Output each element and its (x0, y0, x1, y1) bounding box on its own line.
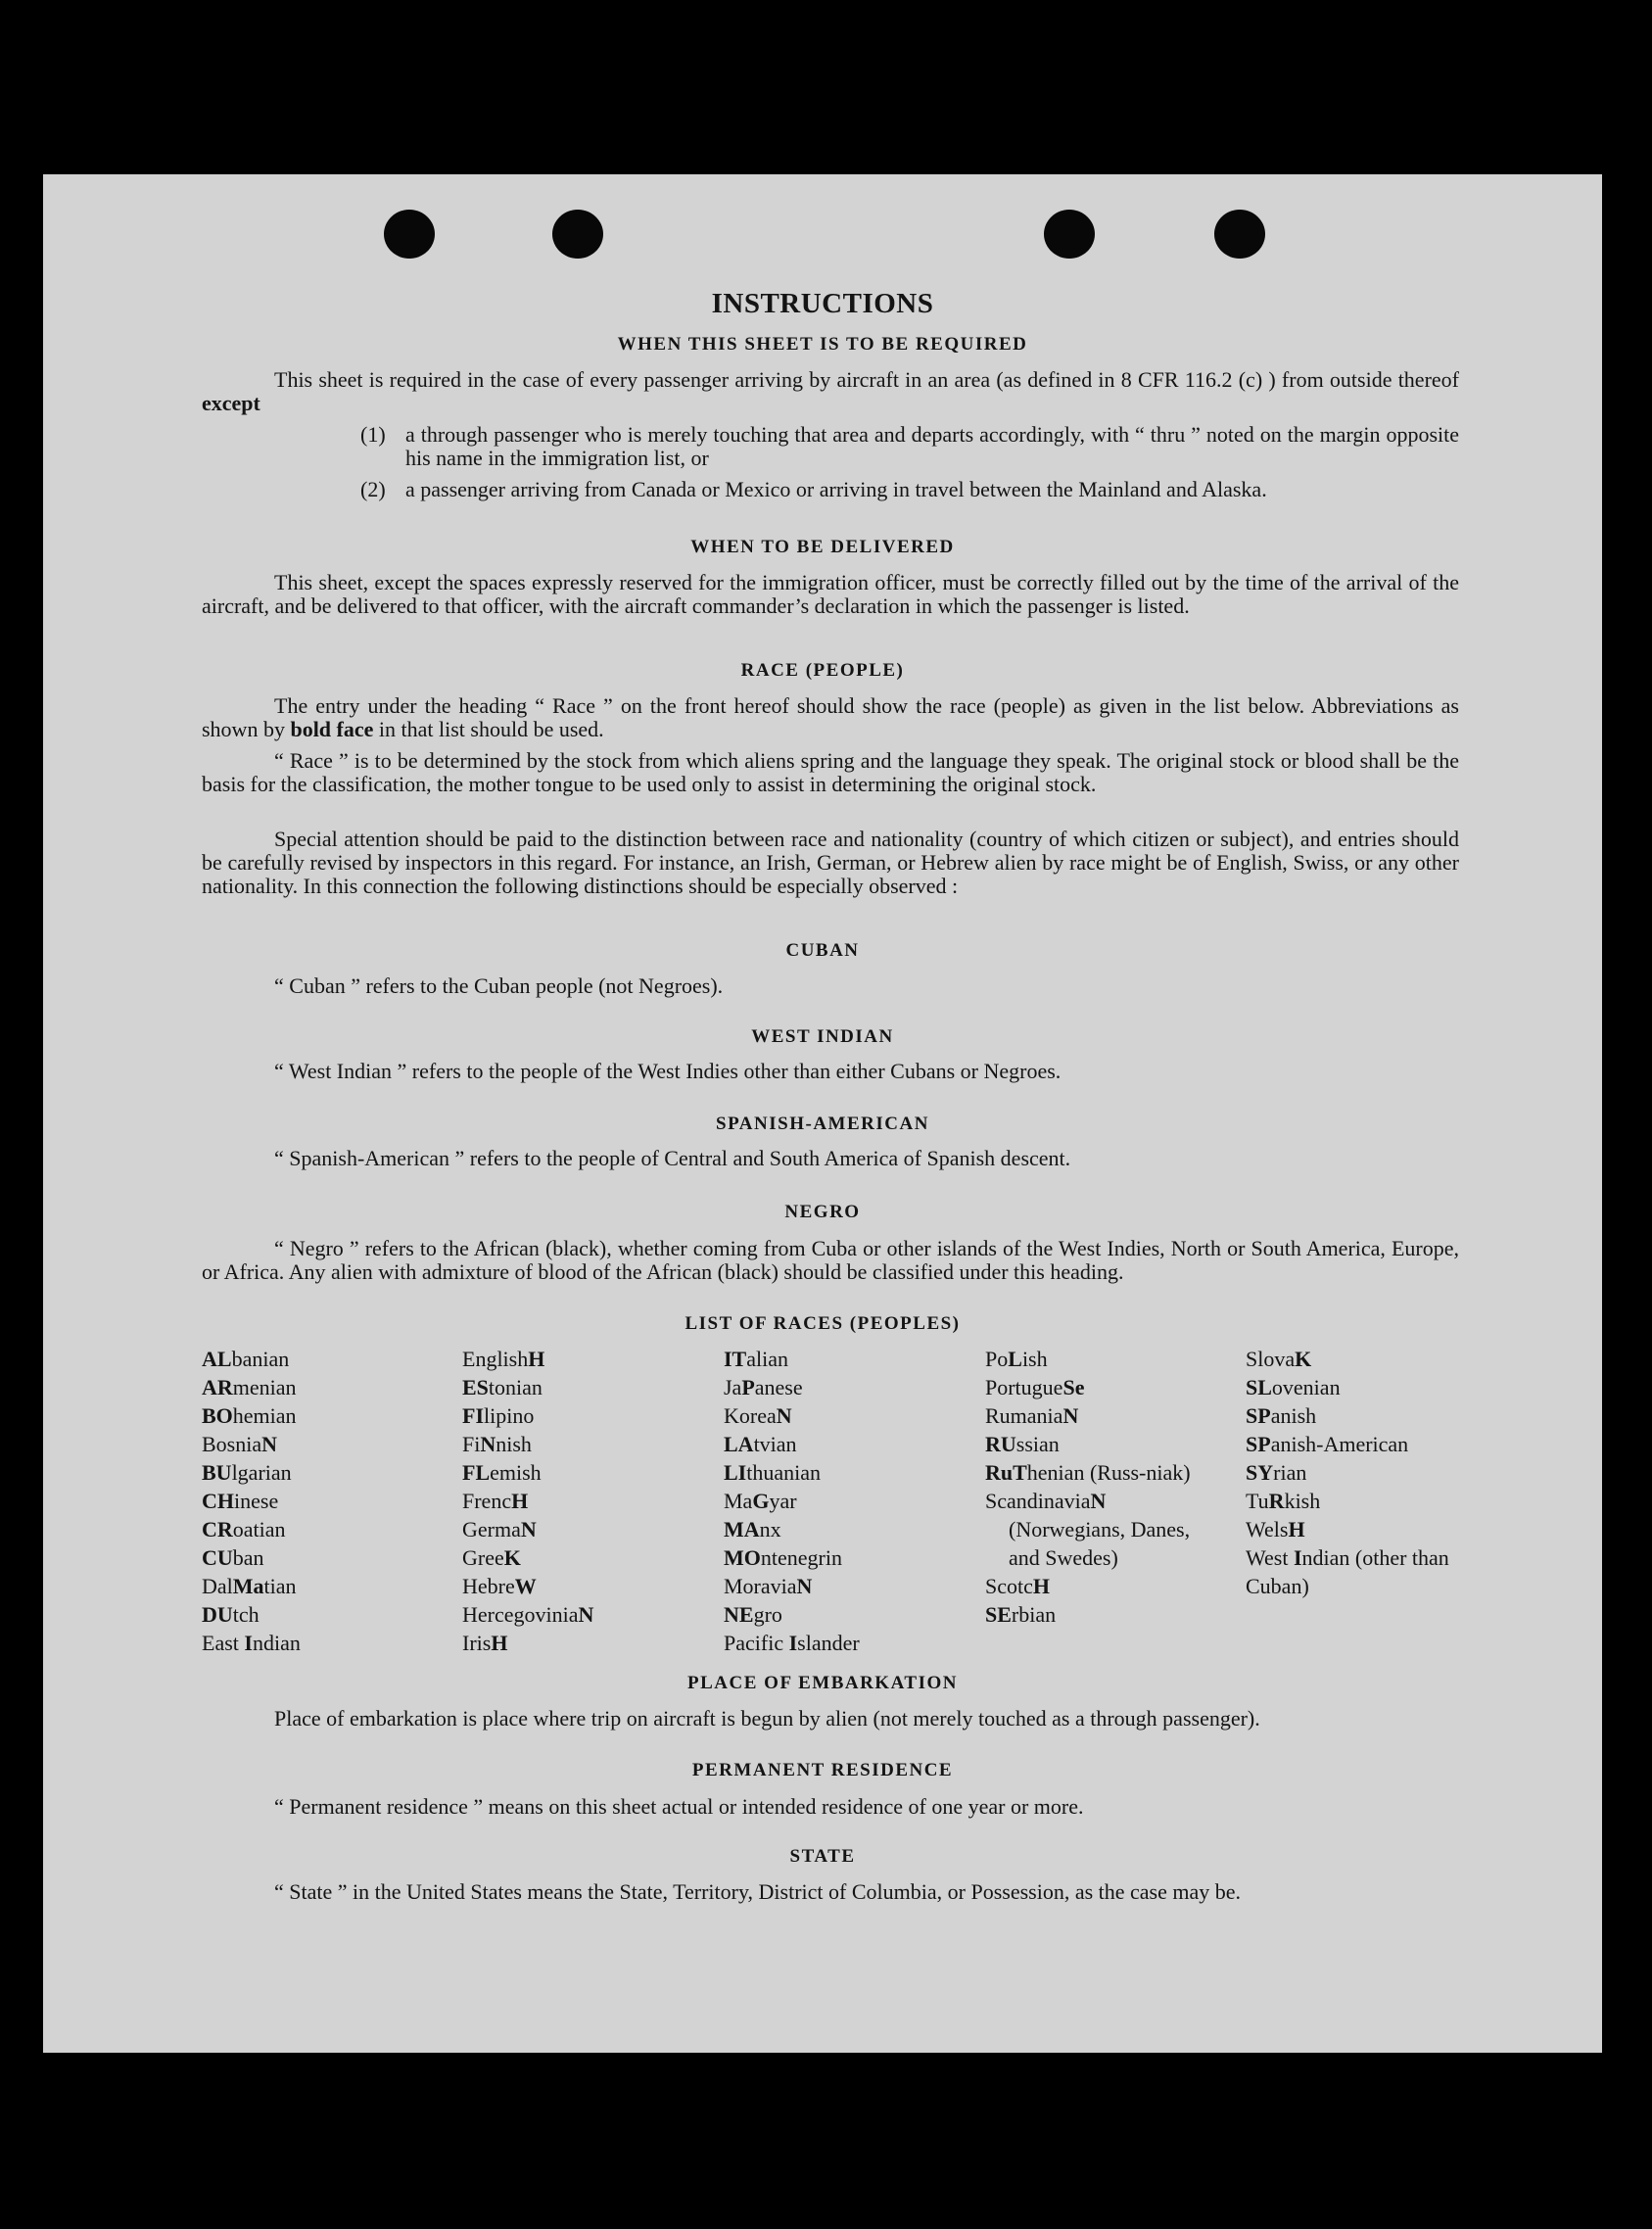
race-text-part: ndian (252, 1631, 301, 1655)
race-text-part: BO (202, 1403, 233, 1428)
binder-hole-3 (1044, 210, 1095, 259)
race-entry (462, 1515, 697, 1543)
race-entry (462, 1572, 697, 1600)
race-text-part: hemian (232, 1403, 297, 1428)
race-text-part: anish-American (1270, 1432, 1409, 1456)
binder-hole-1 (384, 210, 435, 259)
heading-list-of-races: LIST OF RACES (PEOPLES) (684, 1313, 961, 1334)
race-text-part: AL (202, 1347, 232, 1371)
list-item-exception-2: (2) a passenger arriving from Canada or Mexico or arriving in travel between the Mainland and Alaska. (360, 477, 1267, 501)
heading-residence: PERMANENT RESIDENCE (691, 1760, 954, 1780)
race-text-part: N (796, 1574, 813, 1598)
race-text-part: N (1090, 1489, 1107, 1513)
paragraph-negro: “ Negro ” refers to the African (black), whether coming from Cuba or other islands of the West Indies, North or South America, Europe, or Africa. Any alien with admixture of blood of the African (black) should be classified under this heading. (202, 1236, 1459, 1284)
race-entry (202, 1572, 437, 1600)
race-text-part: H (511, 1489, 529, 1513)
race-text-part: Gree (462, 1545, 504, 1570)
race-text-part: K (1295, 1347, 1312, 1371)
race-text-part: BU (202, 1460, 232, 1485)
paragraph-state: “ State ” in the United States means the State, Territory, District of Columbia, or Possession, as the case may be. (274, 1879, 1242, 1904)
race-entry (985, 1600, 1220, 1629)
race-text-part: nish (496, 1432, 532, 1456)
heading-embarkation: PLACE OF EMBARKATION (687, 1673, 958, 1693)
race-text-part: Wels (1246, 1517, 1289, 1541)
race-text-part: inese (234, 1489, 279, 1513)
race-text-part: Portugue (985, 1375, 1063, 1399)
race-entry (202, 1543, 437, 1572)
race-entry (724, 1629, 959, 1657)
race-entry (1246, 1430, 1471, 1458)
paragraph-race-2: “ Race ” is to be determined by the stock from which aliens spring and the language they speak. The original stock or blood shall be the basis for the classification, the mother tongue to be used only to assist in determining the original stock. (202, 748, 1459, 796)
race-entry (462, 1629, 697, 1657)
paragraph-west-indian: “ West Indian ” refers to the people of the West Indies other than either Cubans or Negroes. (274, 1059, 1062, 1083)
races-column-5 (1246, 1345, 1471, 1600)
race-text-part: tvian (753, 1432, 797, 1456)
race-entry (985, 1401, 1220, 1430)
race-entry (202, 1430, 437, 1458)
race-text-part: I (788, 1631, 798, 1655)
race-text-part: rian (1273, 1460, 1307, 1485)
race-text-part: LI (724, 1460, 747, 1485)
binder-hole-4 (1214, 210, 1265, 259)
heading-race: RACE (PEOPLE) (740, 660, 905, 681)
race-text-part: Germa (462, 1517, 521, 1541)
race-text-part: R (1268, 1489, 1285, 1513)
race-text-part: lipino (484, 1403, 535, 1428)
race-text-part: N (578, 1602, 594, 1627)
races-column-1 (202, 1345, 437, 1657)
paragraph-when-delivered: This sheet, except the spaces expressly reserved for the immigration officer, must be correctly filled out by the time of the arrival of the aircraft, and be delivered to that officer, with the aircraft commander’s declaration in which the passenger is listed. (202, 570, 1459, 618)
race-text-part: H (1032, 1574, 1051, 1598)
race-entry (985, 1345, 1220, 1373)
race-text-part: gro (753, 1602, 782, 1627)
heading-cuban: CUBAN (785, 940, 860, 961)
race-text-part: ntenegrin (760, 1545, 842, 1570)
race-text-part: Se (1062, 1375, 1085, 1399)
race-text-part: emish (490, 1460, 542, 1485)
race-entry (202, 1629, 437, 1657)
race-entry (202, 1401, 437, 1430)
race-text-part: N (776, 1403, 792, 1428)
race-text-part: N (520, 1517, 537, 1541)
race-text-part: ban (232, 1545, 264, 1570)
heading-spanish-american: SPANISH-AMERICAN (716, 1114, 929, 1134)
race-text-part: Dal (202, 1574, 233, 1598)
paragraph-embarkation: Place of embarkation is place where trip on aircraft is begun by alien (not merely touched as a through passenger). (274, 1706, 1260, 1731)
race-text-part: MA (724, 1517, 760, 1541)
race-text-part: Rumania (985, 1403, 1063, 1428)
race-text-part: Scandinavia (985, 1489, 1091, 1513)
heading-when-required: WHEN THIS SHEET IS TO BE REQUIRED (617, 334, 1028, 355)
race-entry (724, 1600, 959, 1629)
race-text-part: Ma (232, 1574, 264, 1598)
heading-negro: NEGRO (784, 1202, 861, 1222)
race-text-part: Pacific (724, 1631, 789, 1655)
race-text-part: G (752, 1489, 770, 1513)
race-text-part: CR (202, 1517, 233, 1541)
race-text-part: SP (1246, 1403, 1271, 1428)
race-text-part: Hercegovinia (462, 1602, 579, 1627)
race-text-part: N (480, 1432, 496, 1456)
race-entry (462, 1487, 697, 1515)
race-entry (724, 1572, 959, 1600)
races-column-3 (724, 1345, 959, 1657)
race-entry (462, 1600, 697, 1629)
race-entry (724, 1345, 959, 1373)
race-text-part: NE (724, 1602, 754, 1627)
race-entry (202, 1345, 437, 1373)
race-text-part: Korea (724, 1403, 777, 1428)
race-text-part: N (1062, 1403, 1079, 1428)
race-entry (724, 1373, 959, 1401)
race-text-part: anese (754, 1375, 803, 1399)
paragraph-cuban: “ Cuban ” refers to the Cuban people (not Negroes). (274, 973, 724, 998)
race-text-part: slander (797, 1631, 860, 1655)
race-text-part: anish (1270, 1403, 1317, 1428)
race-entry (462, 1401, 697, 1430)
race-text-part: lgarian (231, 1460, 292, 1485)
race-text-part: Iris (462, 1631, 492, 1655)
race-entry-note: (Norwegians, Danes, and Swedes) (1009, 1517, 1191, 1570)
race-entry (724, 1458, 959, 1487)
race-text-part: H (491, 1631, 508, 1655)
race-entry (202, 1515, 437, 1543)
race-text-part: Slova (1246, 1347, 1296, 1371)
race-text-part: FI (462, 1403, 484, 1428)
race-text-part: rbian (1011, 1602, 1057, 1627)
race-entry (1246, 1543, 1471, 1600)
race-entry (462, 1373, 697, 1401)
bold-except: except (202, 391, 260, 415)
race-text-part: Ja (724, 1375, 742, 1399)
race-text-part: RU (985, 1432, 1016, 1456)
race-text-part: ndian (other than Cuban) (1246, 1545, 1449, 1598)
race-text-part: FL (462, 1460, 491, 1485)
race-text-part: Hebre (462, 1574, 515, 1598)
race-entry (985, 1430, 1220, 1458)
race-entry (985, 1458, 1201, 1487)
race-entry (724, 1430, 959, 1458)
race-entry (202, 1600, 437, 1629)
race-entry (724, 1487, 959, 1515)
list-item-exception-1: (1) a through passenger who is merely touching that area and departs accordingly, with “ thru ” noted on the margin opposite his name in the immigration list, or (360, 422, 1459, 470)
race-text-part: menian (232, 1375, 297, 1399)
race-text-part: alian (746, 1347, 789, 1371)
race-entry (724, 1515, 959, 1543)
page-title: INSTRUCTIONS (711, 288, 934, 319)
race-entry (202, 1458, 437, 1487)
race-text-part: banian (231, 1347, 290, 1371)
race-text-part: Ma (724, 1489, 753, 1513)
race-text-part: Bosnia (202, 1432, 262, 1456)
race-text-part: CH (202, 1489, 234, 1513)
race-entry (1246, 1458, 1471, 1487)
race-entry (1246, 1373, 1471, 1401)
race-entry (1246, 1515, 1471, 1543)
race-entry (462, 1430, 697, 1458)
paragraph-spanish-american: “ Spanish-American ” refers to the people of Central and South America of Spanish descent. (274, 1146, 1071, 1170)
heading-when-delivered: WHEN TO BE DELIVERED (690, 537, 955, 557)
race-text-part: SL (1246, 1375, 1272, 1399)
races-column-4 (985, 1345, 1220, 1629)
race-text-part: Frenc (462, 1489, 512, 1513)
race-entry (202, 1487, 437, 1515)
race-entry (462, 1543, 697, 1572)
race-text-part: RuT (985, 1460, 1027, 1485)
race-entry (1246, 1487, 1471, 1515)
race-text-part: P (741, 1375, 755, 1399)
race-text-part: tian (263, 1574, 297, 1598)
race-text-part: SP (1246, 1432, 1271, 1456)
race-entry (985, 1487, 1220, 1515)
race-text-part: ish (1021, 1347, 1048, 1371)
race-text-part: nx (759, 1517, 781, 1541)
race-entry (985, 1572, 1220, 1600)
race-entry (985, 1373, 1220, 1401)
race-text-part: Fi (462, 1432, 481, 1456)
race-text-part: SE (985, 1602, 1012, 1627)
race-text-part: West (1246, 1545, 1294, 1570)
race-text-part: Moravia (724, 1574, 797, 1598)
race-text-part: kish (1284, 1489, 1321, 1513)
race-text-part: ES (462, 1375, 489, 1399)
race-text-part: K (503, 1545, 521, 1570)
race-text-part: Tu (1246, 1489, 1269, 1513)
race-text-part: tonian (488, 1375, 543, 1399)
race-text-part: thuanian (746, 1460, 822, 1485)
race-text-part: DU (202, 1602, 233, 1627)
document-sheet (43, 174, 1602, 2053)
race-text-part: I (244, 1631, 253, 1655)
race-text-part: MO (724, 1545, 761, 1570)
race-text-part: East (202, 1631, 245, 1655)
paragraph-residence: “ Permanent residence ” means on this sheet actual or intended residence of one year or more. (274, 1794, 1084, 1819)
race-entry (724, 1401, 959, 1430)
race-text-part: ssian (1015, 1432, 1060, 1456)
race-text-part: oatian (232, 1517, 286, 1541)
race-entry (462, 1345, 697, 1373)
race-text-part: henian (Russ-niak) (1026, 1460, 1191, 1485)
race-text-part: tch (232, 1602, 260, 1627)
heading-west-indian: WEST INDIAN (751, 1026, 894, 1047)
races-column-2 (462, 1345, 697, 1657)
paragraph-race-1: The entry under the heading “ Race ” on the front hereof should show the race (people) as given in the list below. Abbreviations as shown by bold face in that list should be used. (202, 693, 1459, 741)
race-text-part: LA (724, 1432, 754, 1456)
race-text-part: Scotc (985, 1574, 1033, 1598)
race-text-part: Po (985, 1347, 1009, 1371)
race-text-part: N (261, 1432, 278, 1456)
race-text-part: SY (1246, 1460, 1274, 1485)
race-text-part: ovenian (1271, 1375, 1341, 1399)
race-entry (1246, 1345, 1471, 1373)
binder-hole-2 (552, 210, 603, 259)
paragraph-race-3: Special attention should be paid to the distinction between race and nationality (country of which citizen or subject), and entries should be carefully revised by inspectors in this regard. For instance, an Irish, German, or Hebrew alien by race might be of English, Swiss, or any other nationality. In this connection the following distinctions should be especially observed : (202, 827, 1459, 898)
race-text-part: H (528, 1347, 545, 1371)
race-entry (1246, 1401, 1471, 1430)
race-entry (202, 1373, 437, 1401)
race-entry (462, 1458, 697, 1487)
race-text-part: IT (724, 1347, 747, 1371)
race-text-part: I (1293, 1545, 1302, 1570)
heading-state: STATE (789, 1846, 856, 1867)
race-text-part: yar (769, 1489, 797, 1513)
race-entry (724, 1543, 959, 1572)
race-text-part: AR (202, 1375, 233, 1399)
race-text-part: H (1288, 1517, 1305, 1541)
race-text-part: CU (202, 1545, 233, 1570)
race-text-part: W (514, 1574, 537, 1598)
race-text-part: English (462, 1347, 529, 1371)
paragraph-when-required: This sheet is required in the case of every passenger arriving by aircraft in an area (as defined in 8 CFR 116.2 (c) ) from outside thereof except (202, 367, 1459, 415)
race-text-part: L (1008, 1347, 1022, 1371)
